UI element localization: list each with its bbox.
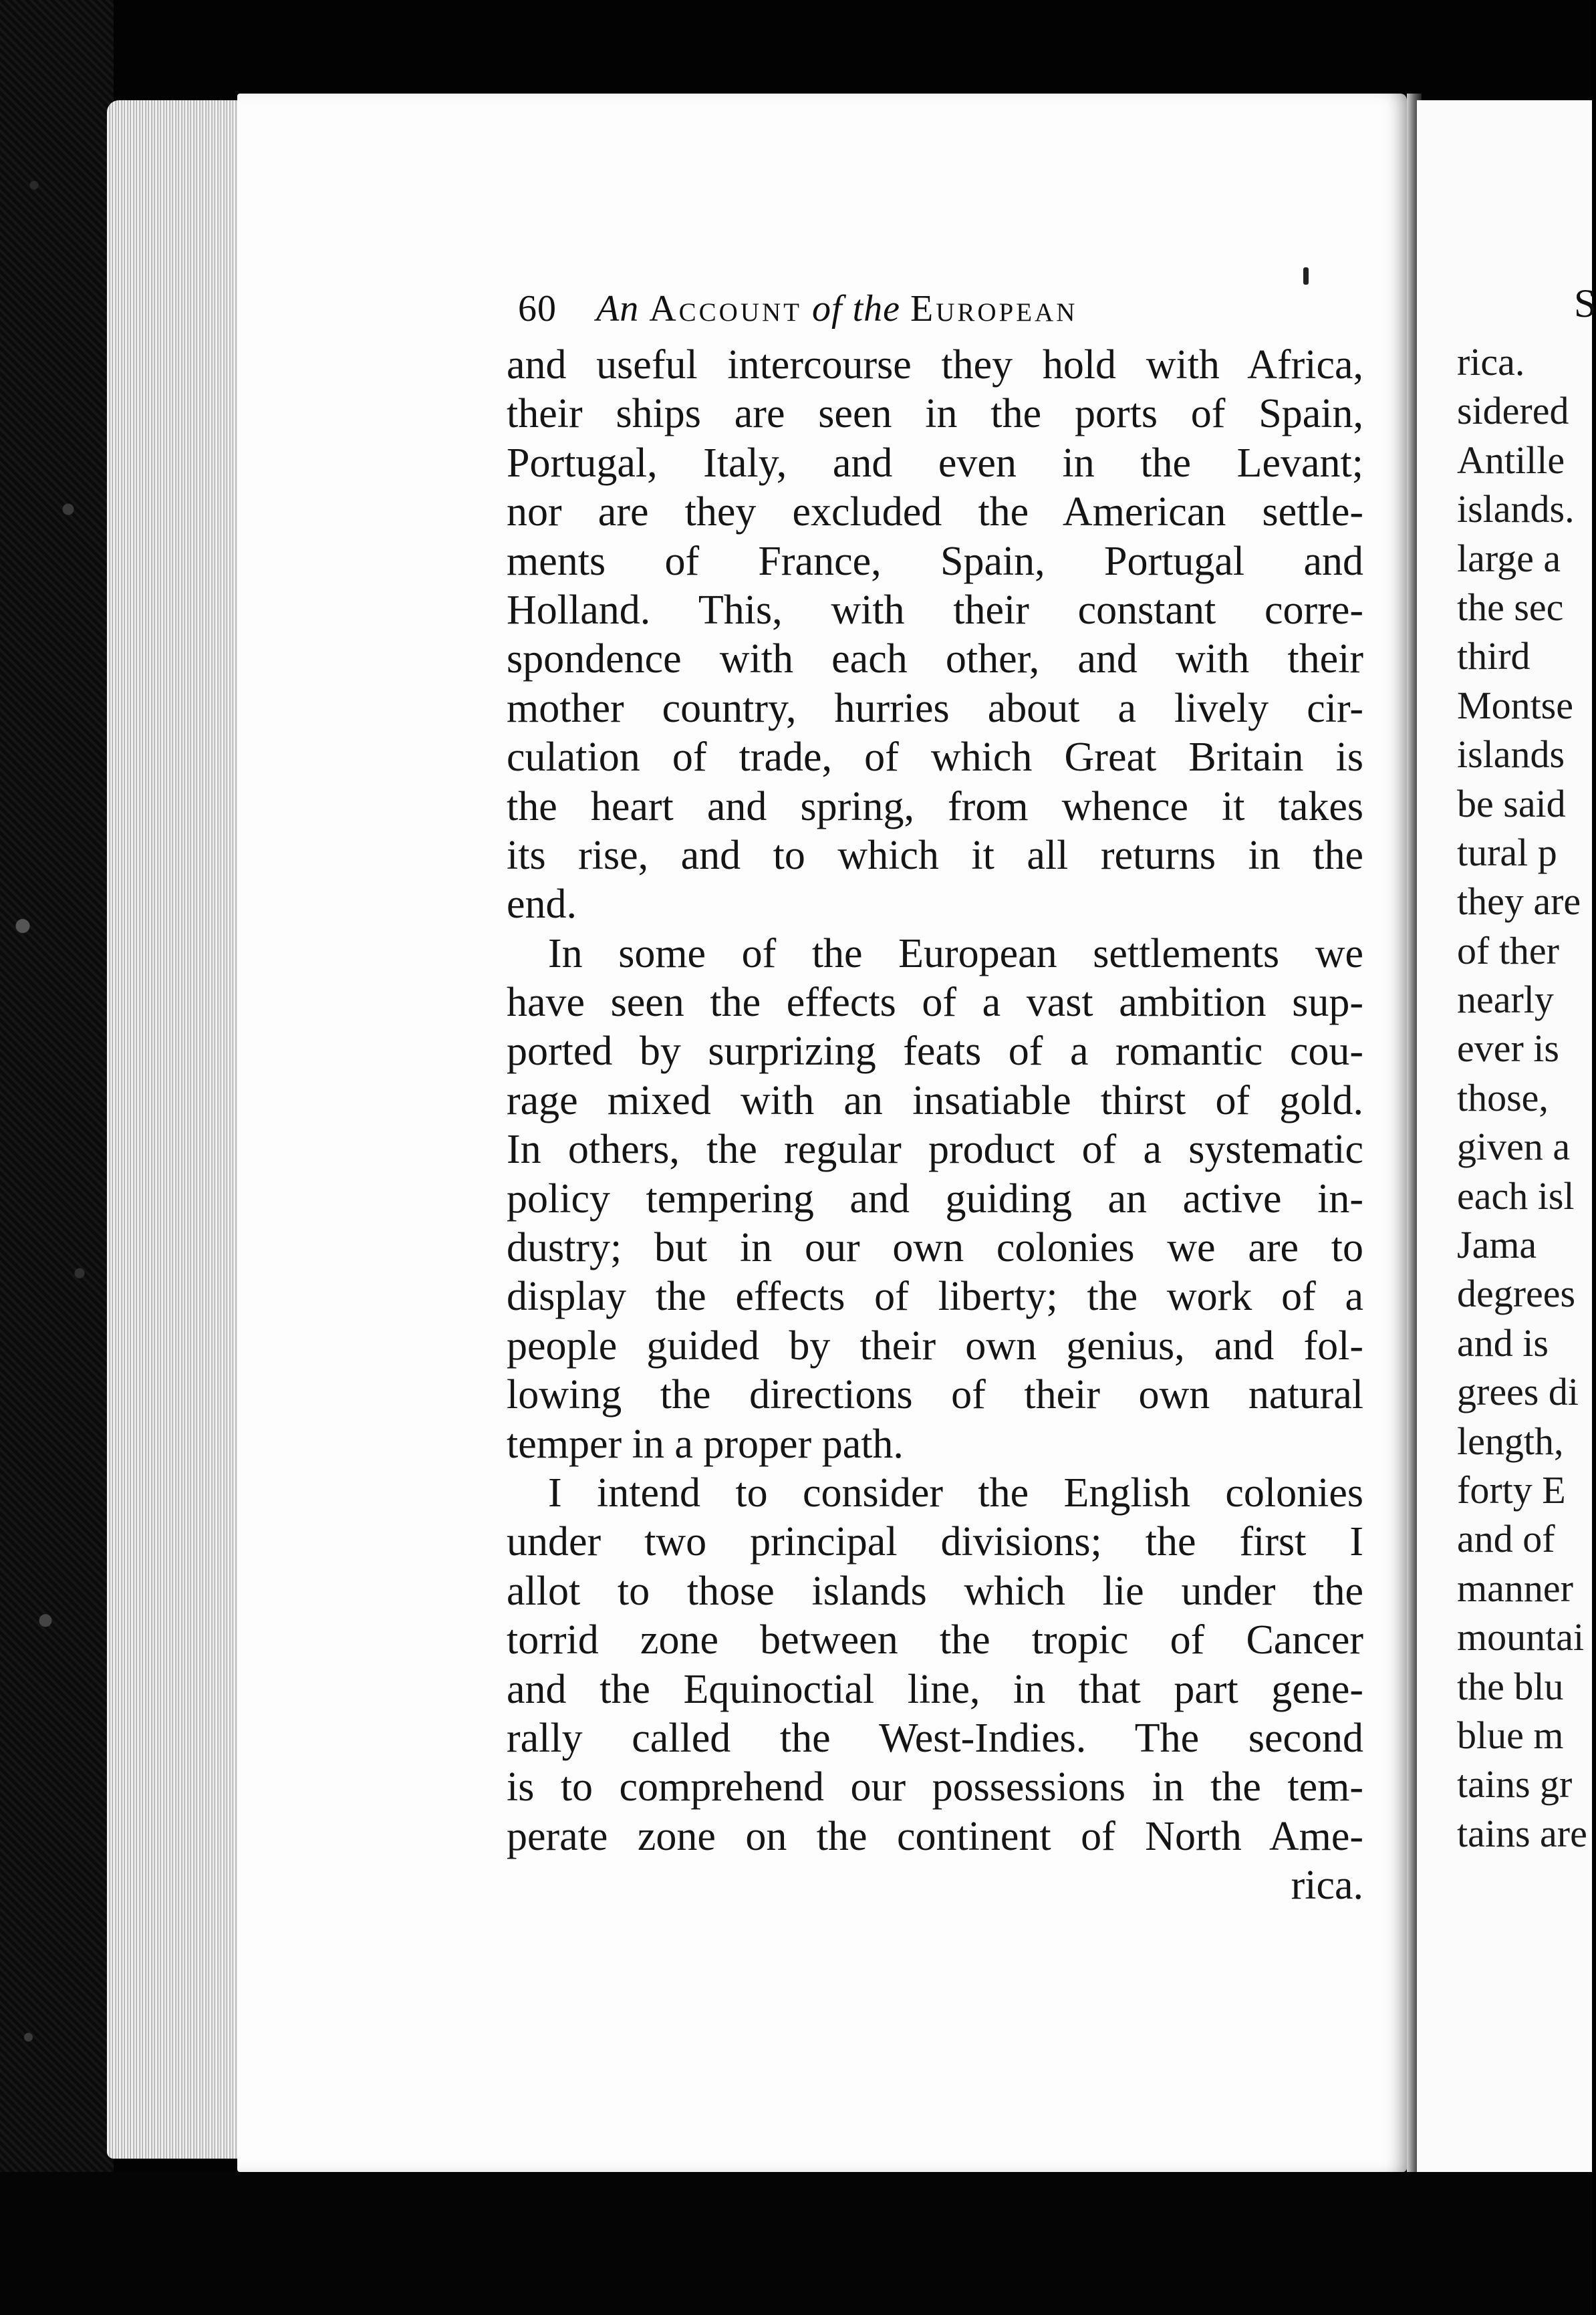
text-line: the heart and spring, from whence it takes	[507, 783, 1363, 829]
facing-line: forty E	[1457, 1468, 1566, 1512]
facing-line: manner	[1457, 1566, 1573, 1610]
page-edges	[107, 100, 244, 2159]
facing-line: the blu	[1457, 1664, 1564, 1708]
text-line: rage mixed with an insatiable thirst of gold.	[507, 1077, 1363, 1123]
facing-line: tains are	[1457, 1811, 1587, 1855]
text-line: under two principal divisions; the first I	[507, 1519, 1363, 1565]
facing-line: of ther	[1457, 928, 1559, 972]
text-line: culation of trade, of which Great Britain is	[507, 734, 1363, 781]
facing-line: tains gr	[1457, 1762, 1573, 1806]
facing-line: grees di	[1457, 1370, 1579, 1414]
facing-line: those,	[1457, 1075, 1549, 1119]
running-head-of-the: of the	[812, 288, 900, 329]
text-line: and useful intercourse they hold with Africa,	[507, 342, 1363, 388]
text-line: is to comprehend our possessions in the tem-	[507, 1764, 1363, 1810]
facing-line: they are	[1457, 879, 1581, 924]
text-line: In others, the regular product of a systematic	[507, 1127, 1363, 1173]
text-line: display the effects of liberty; the work of a	[507, 1274, 1363, 1320]
facing-line: large a	[1457, 536, 1561, 580]
facing-line: the sec	[1457, 585, 1564, 629]
text-line: its rise, and to which it all returns in the	[507, 832, 1363, 878]
text-line: and the Equinoctial line, in that part gene-	[507, 1666, 1363, 1712]
text-line: dustry; but in our own colonies we are to	[507, 1225, 1363, 1271]
text-line: have seen the effects of a vast ambition sup-	[507, 980, 1363, 1026]
scan-border	[0, 0, 114, 2315]
text-line: mother country, hurries about a lively cir-	[507, 685, 1363, 731]
running-head	[518, 287, 1077, 330]
text-line: end.	[507, 881, 577, 928]
facing-line: islands	[1457, 732, 1565, 777]
text-line: policy tempering and guiding an active in-	[507, 1176, 1363, 1222]
facing-line: length,	[1457, 1419, 1564, 1463]
facing-line: ever is	[1457, 1027, 1559, 1071]
facing-line: given a	[1457, 1125, 1571, 1169]
facing-line: tural p	[1457, 830, 1557, 874]
facing-line: mountai	[1457, 1615, 1585, 1659]
page-number: 60	[518, 288, 557, 329]
text-line: Holland. This, with their constant corre-	[507, 587, 1363, 633]
facing-line: rica.	[1457, 340, 1525, 384]
text-line: I intend to consider the English colonies	[548, 1470, 1363, 1516]
facing-line: Antille	[1457, 438, 1565, 482]
text-line: nor are they excluded the American settle-	[507, 489, 1363, 535]
text-line: spondence with each other, and with their	[507, 636, 1363, 682]
text-line: In some of the European settlements we	[548, 930, 1363, 976]
facing-line: and of	[1457, 1517, 1555, 1561]
running-head-an: An	[596, 288, 640, 329]
text-line: rally called the West-Indies. The second	[507, 1715, 1363, 1761]
catchword: rica.	[1291, 1863, 1363, 1909]
facing-line: degrees	[1457, 1272, 1576, 1316]
facing-line: third	[1457, 634, 1531, 678]
body-text	[507, 341, 1363, 1911]
scan-bottom-border	[0, 2172, 1592, 2315]
facing-page-head: S	[1574, 281, 1596, 325]
text-line: temper in a proper path.	[507, 1421, 904, 1467]
facing-line: Jama	[1457, 1223, 1537, 1267]
text-line: Portugal, Italy, and even in the Levant;	[507, 440, 1363, 486]
text-line: perate zone on the continent of North Ame-	[507, 1813, 1363, 1859]
facing-page-text	[1457, 337, 1587, 1858]
facing-line: be said	[1457, 781, 1566, 825]
text-line: torrid zone between the tropic of Cancer	[507, 1617, 1363, 1663]
text-line: their ships are seen in the ports of Spain,	[507, 391, 1363, 437]
ink-mark	[1303, 267, 1309, 285]
text-line: lowing the directions of their own natural	[507, 1372, 1363, 1418]
text-line: people guided by their own genius, and fol-	[507, 1323, 1363, 1369]
facing-line: islands.	[1457, 487, 1575, 531]
facing-line: Montse	[1457, 683, 1573, 727]
facing-line: nearly	[1457, 978, 1554, 1022]
text-line: ported by surprizing feats of a romantic cou-	[507, 1029, 1363, 1075]
running-head-account: Account	[649, 288, 803, 329]
facing-line: blue m	[1457, 1713, 1564, 1757]
facing-line: each isl	[1457, 1174, 1575, 1218]
facing-line: and is	[1457, 1321, 1549, 1365]
text-line: allot to those islands which lie under the	[507, 1568, 1363, 1614]
text-line: ments of France, Spain, Portugal and	[507, 538, 1363, 584]
facing-line: sidered	[1457, 389, 1569, 433]
running-head-european: European	[910, 288, 1078, 329]
